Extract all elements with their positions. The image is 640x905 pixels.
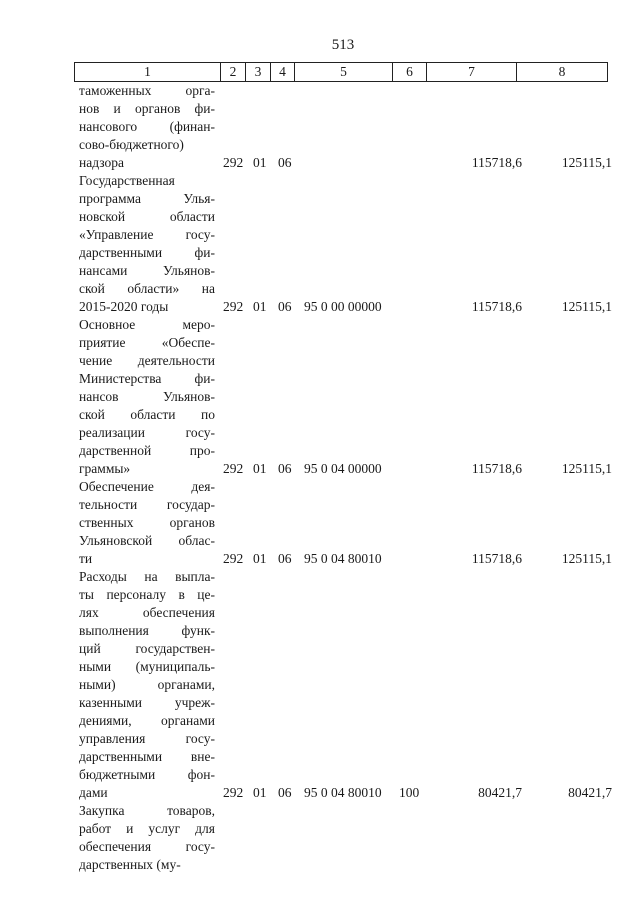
cell-c4: 06 (278, 551, 292, 566)
description-line: приятие «Обеспе- (79, 335, 215, 350)
description-line: работ и услуг для (79, 821, 215, 836)
description-line: дами (79, 785, 108, 800)
cell-c3: 01 (253, 785, 267, 800)
row-description (79, 568, 215, 802)
table-row (0, 82, 640, 172)
cell-c8: 125115,1 (561, 461, 612, 476)
table-row (0, 172, 640, 316)
description-line: Министерства фи- (79, 371, 215, 386)
cell-c4: 06 (278, 299, 292, 314)
description-line: Расходы на выпла- (79, 569, 215, 584)
description-line: Обеспечение дея- (79, 479, 215, 494)
description-line: дарственными фи- (79, 245, 215, 260)
cell-c5 (304, 154, 400, 172)
description-line: Основное меро- (79, 317, 215, 332)
description-line: дениями, органами (79, 713, 215, 728)
cell-c8: 125115,1 (561, 155, 612, 170)
cell-c5: 95 0 04 80010 (304, 551, 382, 566)
page-number: 513 (331, 37, 355, 53)
header-col-5: 5 (294, 63, 392, 81)
table-row (0, 568, 640, 802)
header-col-1: 1 (144, 64, 151, 79)
cell-c3 (253, 856, 275, 874)
description-line: лях обеспечения (79, 605, 215, 620)
cell-c6 (399, 298, 429, 316)
description-line: Государственная (79, 173, 175, 188)
cell-c4: 06 (278, 785, 292, 800)
description-line: дарственных (му- (79, 857, 181, 872)
description-line: ными (муниципаль- (79, 659, 215, 674)
cell-c4 (278, 856, 300, 874)
cell-c3: 01 (253, 551, 267, 566)
table-row (0, 478, 640, 568)
cell-c2: 292 (223, 299, 244, 314)
cell-c3: 01 (253, 299, 267, 314)
header-col-6: 6 (392, 63, 426, 81)
description-line: надзора (79, 155, 124, 170)
description-line: Закупка товаров, (79, 803, 215, 818)
cell-c2: 292 (223, 155, 244, 170)
header-col-3: 3 (245, 63, 270, 81)
cell-c7: 115718,6 (471, 461, 522, 476)
cell-c6 (399, 154, 429, 172)
cell-c2: 292 (223, 461, 244, 476)
cell-c8: 125115,1 (561, 551, 612, 566)
description-line: «Управление госу- (79, 227, 215, 242)
description-line: обеспечения госу- (79, 839, 215, 854)
cell-c3: 01 (253, 155, 267, 170)
header-col-2: 2 (220, 63, 245, 81)
header-col-7: 7 (426, 63, 516, 81)
row-description (79, 172, 215, 316)
description-line: казенными учреж- (79, 695, 215, 710)
description-line: таможенных орга- (79, 83, 215, 98)
cell-c6 (399, 856, 429, 874)
cell-c8: 125115,1 (561, 299, 612, 314)
cell-c7: 115718,6 (471, 551, 522, 566)
description-line: нов и органов фи- (79, 101, 215, 116)
cell-c7 (432, 856, 522, 874)
cell-c5: 95 0 00 00000 (304, 299, 382, 314)
description-line: управления госу- (79, 731, 215, 746)
cell-c4: 06 (278, 155, 292, 170)
cell-c2: 292 (223, 551, 244, 566)
description-line: ций государствен- (79, 641, 215, 656)
description-line: нансового (финан- (79, 119, 215, 134)
cell-c7: 115718,6 (471, 299, 522, 314)
description-line: нансами Ульянов- (79, 263, 215, 278)
description-line: дарственной про- (79, 443, 215, 458)
description-line: граммы» (79, 461, 131, 476)
cell-c6 (399, 460, 429, 478)
cell-c2: 292 (223, 785, 244, 800)
table-header (74, 62, 608, 82)
row-description (79, 802, 215, 874)
header-col-4: 4 (270, 63, 294, 81)
cell-c6 (399, 550, 429, 568)
description-line: сово-бюджетного) (79, 137, 184, 152)
cell-c4: 06 (278, 461, 292, 476)
row-description (79, 478, 215, 568)
header-col-8: 8 (516, 63, 607, 81)
description-line: 2015-2020 годы (79, 299, 169, 314)
description-line: ской области» на (79, 281, 215, 296)
cell-c7: 80421,7 (478, 785, 522, 800)
cell-c5: 95 0 04 80010 (304, 785, 382, 800)
description-line: ти (79, 551, 93, 566)
description-line: бюджетными фон- (79, 767, 215, 782)
description-line: новской области (79, 209, 215, 224)
description-line: программа Улья- (79, 191, 215, 206)
table-row (0, 802, 640, 874)
row-description (79, 82, 215, 172)
description-line: ными) органами, (79, 677, 215, 692)
description-line: реализации госу- (79, 425, 215, 440)
cell-c5 (304, 856, 400, 874)
cell-c7: 115718,6 (471, 155, 522, 170)
description-line: выполнения функ- (79, 623, 215, 638)
cell-c2 (223, 856, 249, 874)
description-line: чение деятельности (79, 353, 215, 368)
cell-c8: 80421,7 (568, 785, 612, 800)
cell-c5: 95 0 04 00000 (304, 461, 382, 476)
description-line: дарственными вне- (79, 749, 215, 764)
description-line: тельности государ- (79, 497, 215, 512)
row-description (79, 316, 215, 478)
table-row (0, 316, 640, 478)
description-line: ты персоналу в це- (79, 587, 215, 602)
description-line: нансов Ульянов- (79, 389, 215, 404)
cell-c3: 01 (253, 461, 267, 476)
description-line: ственных органов (79, 515, 215, 530)
cell-c6: 100 (399, 785, 420, 800)
cell-c8 (522, 856, 612, 874)
description-line: Ульяновской облас- (79, 533, 215, 548)
description-line: ской области по (79, 407, 215, 422)
